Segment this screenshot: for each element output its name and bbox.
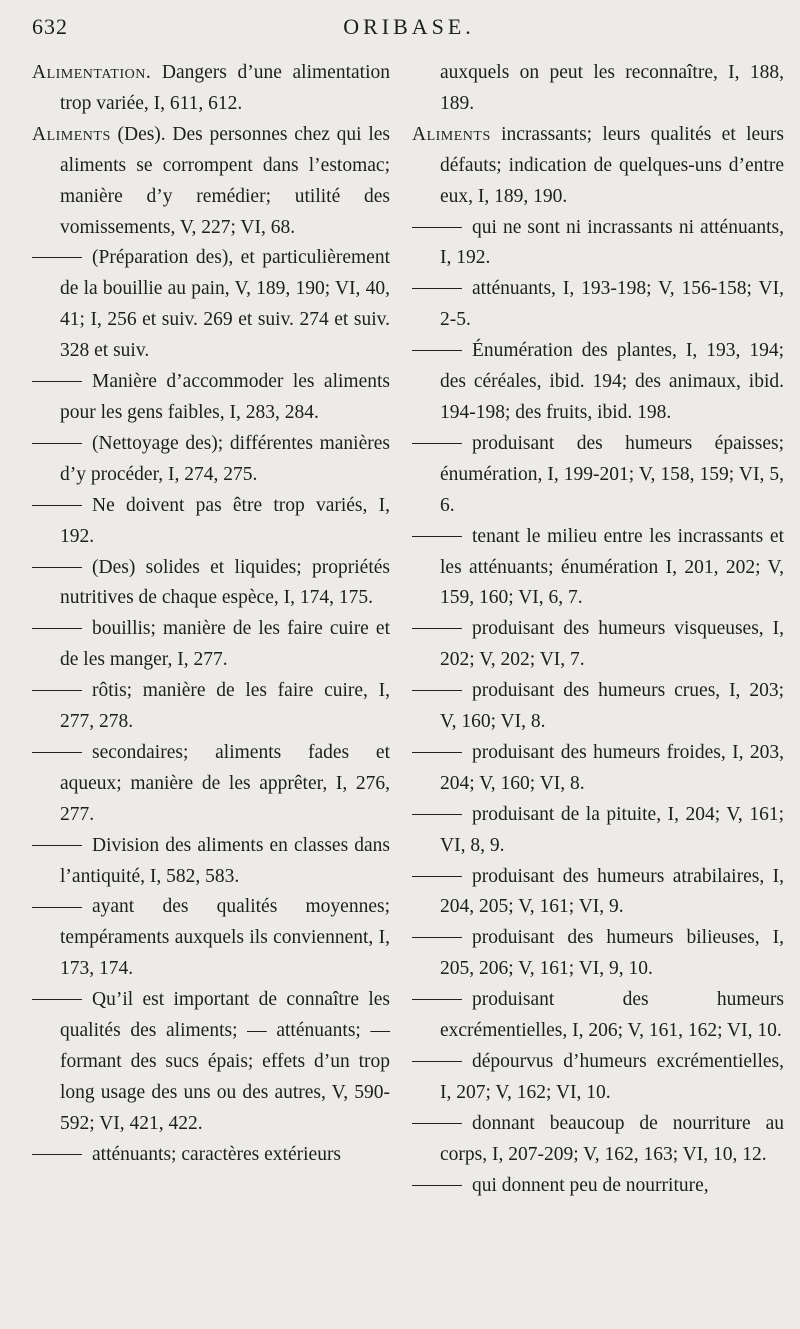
- entry-text: Division des aliments en classes dans l’antiquité, I, 582, 583.: [60, 834, 390, 887]
- page-number: 632: [32, 14, 68, 39]
- index-entry: [32, 491, 390, 553]
- ditto-dash: [32, 443, 82, 444]
- index-entry: [32, 831, 390, 893]
- index-entry: [32, 120, 390, 244]
- index-entry: [412, 522, 784, 615]
- ditto-dash: [32, 567, 82, 568]
- entry-text: atténuants, I, 193-198; V, 156-158; VI, 2-5.: [440, 278, 784, 331]
- index-entry: [412, 1171, 784, 1202]
- index-entry: [412, 614, 784, 676]
- entry-text: qui donnent peu de nourriture,: [472, 1174, 709, 1196]
- entry-heading: Alimentation.: [32, 62, 152, 83]
- entry-text: produisant des humeurs crues, I, 203; V, 160; VI, 8.: [440, 680, 784, 733]
- index-entry: [412, 1047, 784, 1109]
- entry-text: dépourvus d’humeurs excrémentielles, I, 207; V, 162; VI, 10.: [440, 1051, 784, 1103]
- index-entry: [412, 120, 784, 213]
- entry-text: produisant des humeurs épaisses; énumération, I, 199-201; V, 158, 159; VI, 5, 6.: [440, 432, 784, 516]
- ditto-dash: [412, 752, 462, 753]
- entry-text: (Des) solides et liquides; propriétés nutritives de chaque espèce, I, 174, 175.: [60, 556, 390, 609]
- ditto-dash: [412, 536, 462, 537]
- entry-text: produisant de la pituite, I, 204; V, 161; VI, 8, 9.: [440, 803, 784, 856]
- ditto-dash: [32, 907, 82, 908]
- entry-text: donnant beaucoup de nourriture au corps, I, 207-209; V, 162, 163; VI, 10, 12.: [440, 1112, 784, 1165]
- ditto-dash: [32, 752, 82, 753]
- index-entry: [32, 429, 390, 491]
- ditto-dash: [412, 876, 462, 877]
- entry-text: Ne doivent pas être trop variés, I, 192.: [60, 494, 390, 547]
- running-title: ORIBASE.: [343, 14, 475, 39]
- entry-text: rôtis; manière de les faire cuire, I, 277, 278.: [60, 680, 390, 733]
- entry-text: secondaires; aliments fades et aqueux; manière de les apprêter, I, 276, 277.: [60, 741, 390, 825]
- index-entry: [32, 676, 390, 738]
- entry-text: produisant des humeurs bilieuses, I, 205, 206; V, 161; VI, 9, 10.: [440, 927, 784, 980]
- ditto-dash: [412, 814, 462, 815]
- entry-text: ayant des qualités moyennes; tempéraments auxquels ils conviennent, I, 173, 174.: [60, 896, 390, 980]
- entry-text: Manière d’accommoder les aliments pour les gens faibles, I, 283, 284.: [60, 371, 390, 423]
- entry-heading: Aliments: [32, 123, 111, 145]
- entry-heading: Aliments: [412, 123, 491, 145]
- index-entry: [32, 553, 390, 615]
- index-entry: [412, 336, 784, 429]
- entry-text: produisant des humeurs froides, I, 203, 204; V, 160; VI, 8.: [440, 741, 784, 794]
- index-entry: [412, 213, 784, 275]
- ditto-dash: [412, 1185, 462, 1186]
- ditto-dash: [412, 690, 462, 691]
- ditto-dash: [412, 1061, 462, 1062]
- ditto-dash: [412, 350, 462, 351]
- entry-text: qui ne sont ni incrassants ni atténuants, I, 192.: [440, 216, 784, 269]
- ditto-dash: [412, 443, 462, 444]
- index-entry: [412, 274, 784, 336]
- index-entry: [32, 738, 390, 831]
- ditto-dash: [412, 288, 462, 289]
- entry-text: bouillis; manière de les faire cuire et de les manger, I, 277.: [60, 618, 390, 671]
- index-entry: [32, 367, 390, 429]
- index-entry: [412, 862, 784, 924]
- index-entry: [32, 243, 390, 367]
- entry-text: auxquels on peut les reconnaître, I, 188, 189.: [440, 62, 784, 114]
- index-entry: [412, 800, 784, 862]
- entry-text: atténuants; caractères extérieurs: [92, 1143, 342, 1165]
- left-column: [32, 58, 390, 1171]
- right-column: [412, 58, 784, 1202]
- entry-text: produisant des humeurs excrémentielles, I, 206; V, 161, 162; VI, 10.: [440, 989, 784, 1042]
- ditto-dash: [32, 690, 82, 691]
- ditto-dash: [32, 999, 82, 1000]
- ditto-dash: [32, 505, 82, 506]
- index-entry: [32, 614, 390, 676]
- entry-text: Dangers d’une alimentation trop variée, I, 611, 612.: [60, 62, 390, 114]
- ditto-dash: [412, 1123, 462, 1124]
- index-entry: [412, 429, 784, 522]
- entry-text: incrassants; leurs qualités et leurs défauts; indication de quelques-uns d’entre eux, I, 189, 190.: [440, 123, 784, 207]
- entry-text: produisant des humeurs atrabilaires, I, 204, 205; V, 161; VI, 9.: [440, 865, 784, 918]
- index-entry: [412, 738, 784, 800]
- index-entry: [412, 923, 784, 985]
- index-entry: [412, 985, 784, 1047]
- index-entry: [412, 1109, 784, 1171]
- index-entry: [412, 58, 784, 120]
- entry-text: (Préparation des), et particulièrement de la bouillie au pain, V, 189, 190; VI, 40, 41; I, 256 et suiv. 269 et suiv. 274 et suiv. 328 et suiv.: [60, 247, 390, 362]
- ditto-dash: [32, 381, 82, 382]
- index-entry: [32, 58, 390, 120]
- ditto-dash: [412, 999, 462, 1000]
- ditto-dash: [412, 227, 462, 228]
- ditto-dash: [32, 845, 82, 846]
- index-entry: [412, 676, 784, 738]
- ditto-dash: [412, 628, 462, 629]
- entry-text: (Nettoyage des); différentes manières d’y procéder, I, 274, 275.: [60, 432, 390, 485]
- entry-text: (Des). Des personnes chez qui les aliments se corrompent dans l’estomac; manière d’y remédier; utilité des vomissements, V, 227; VI, 68.: [60, 123, 390, 238]
- ditto-dash: [32, 628, 82, 629]
- index-entry: [32, 1140, 390, 1171]
- page-header: [32, 14, 786, 48]
- ditto-dash: [32, 1154, 82, 1155]
- ditto-dash: [32, 257, 82, 258]
- ditto-dash: [412, 937, 462, 938]
- entry-text: produisant des humeurs visqueuses, I, 202; V, 202; VI, 7.: [440, 618, 784, 671]
- entry-text: Énumération des plantes, I, 193, 194; des céréales, ibid. 194; des animaux, ibid. 194-198; des fruits, ibid. 198.: [440, 340, 784, 423]
- entry-text: tenant le milieu entre les incrassants et les atténuants; énumération I, 201, 202; V, 159, 160; VI, 6, 7.: [440, 525, 784, 609]
- entry-text: Qu’il est important de connaître les qualités des aliments; — atténuants; — formant des sucs épais; effets d’un trop long usage des uns ou des autres, V, 590-592; VI, 421, 422.: [60, 989, 390, 1134]
- index-entry: [32, 892, 390, 985]
- index-entry: [32, 985, 390, 1140]
